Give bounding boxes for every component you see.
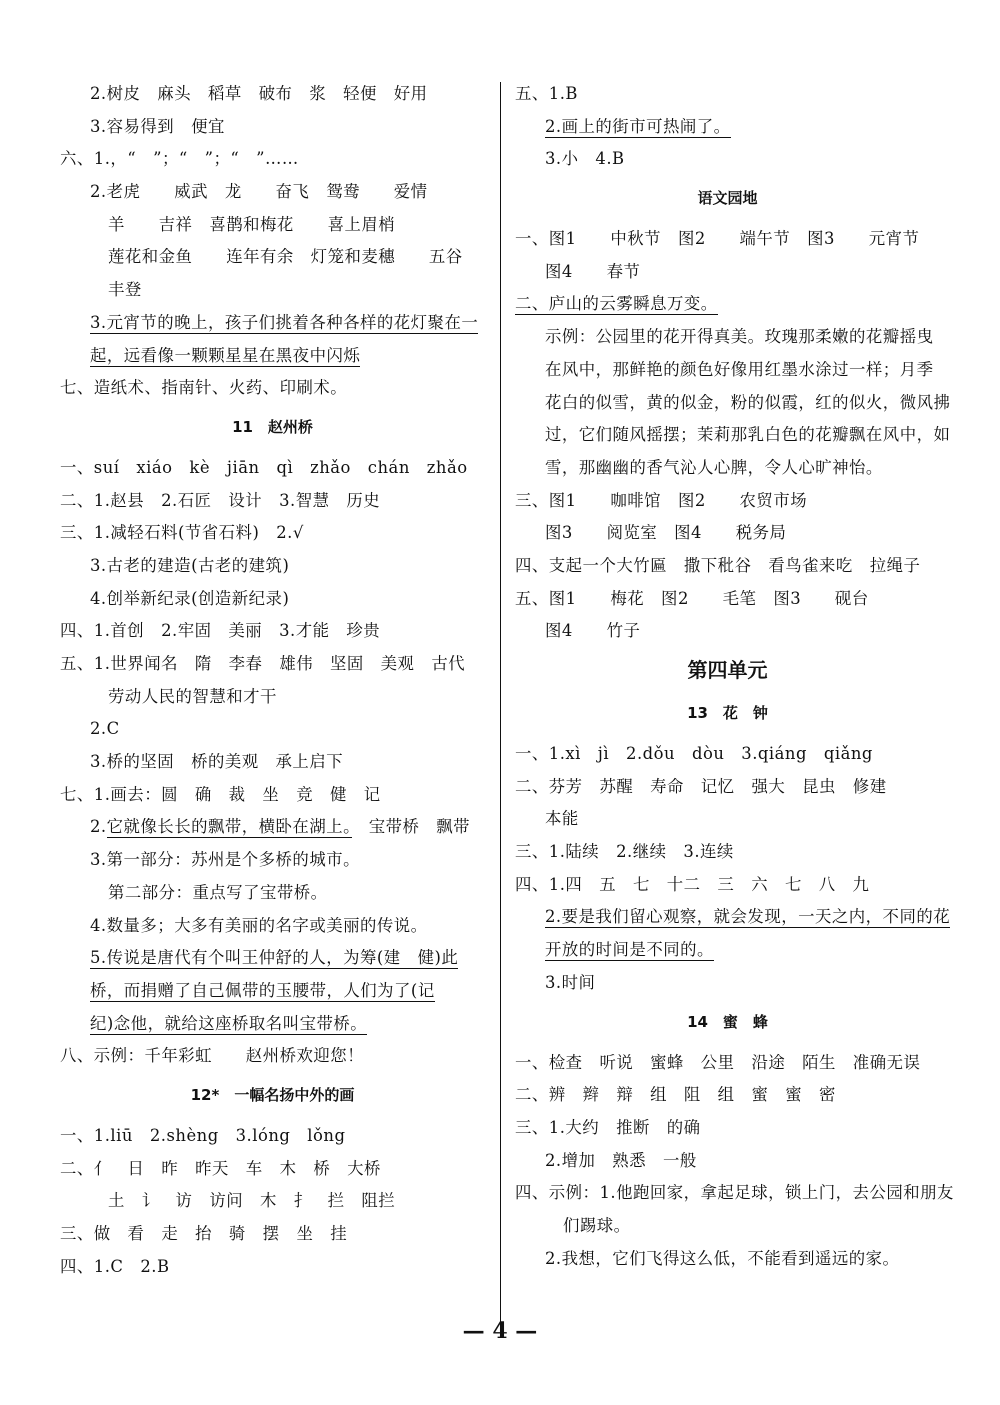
answer-line: 一、检查 听说 蜜蜂 公里 沿途 陌生 准确无误: [515, 1052, 921, 1072]
answer-line: 3.时间: [545, 972, 596, 992]
answer-line: 五、1.世界闻名 隋 李春 雄伟 坚固 美观 古代: [60, 654, 466, 673]
answer-line: 三、做 看 走 抬 骑 摆 坐 挂: [60, 1224, 348, 1243]
answer-line: 一、图1 中秋节 图2 端午节 图3 元宵节: [515, 229, 920, 249]
answer-line: 图3 阅览室 图4 税务局: [545, 523, 787, 543]
answer-line: 3.第一部分：苏州是个多桥的城市。: [90, 850, 360, 870]
left-column: [60, 78, 485, 1283]
answers-lesson-12: [60, 1120, 485, 1283]
answer-line: 本能: [545, 809, 579, 829]
answer-line: 一、suí xiáo kè jiān qì zhǎo chán zhǎo: [60, 457, 468, 477]
answer-line: 二、辨 辫 辩 组 阻 组 蜜 蜜 密: [515, 1085, 836, 1105]
answer-line: 四、1.C 2.B: [60, 1256, 170, 1276]
answer-line: 3.桥的坚固 桥的美观 承上启下: [90, 752, 344, 772]
answers-lesson-11: [60, 452, 485, 1073]
answer-line: 莲花和金鱼 连年有余 灯笼和麦穗 五谷: [108, 247, 463, 267]
answer-line: 5.传说是唐代有个叫王仲舒的人，为筹(建 健)此: [90, 948, 459, 968]
answer-line: 4.数量多；大多有美丽的名字或美丽的传说。: [90, 915, 428, 935]
answer-line: 二、亻 日 昨 昨天 车 木 桥 大桥: [60, 1158, 381, 1178]
answer-line: 六、1.，“ ”；“ ”；“ ”……: [60, 149, 299, 169]
answer-line: 3.容易得到 便宜: [90, 116, 225, 136]
answer-line: 图4 春节: [545, 261, 641, 281]
answer-line: 七、造纸术、指南针、火药、印刷术。: [60, 378, 348, 398]
answer-line: 过，它们随风摇摆；茉莉那乳白色的花瓣飘在风中，如: [545, 425, 951, 445]
answer-line: 2.C: [90, 719, 120, 739]
answer-line: 一、1.liū 2.shèng 3.lóng lǒng: [60, 1125, 346, 1145]
answer-line: 三、1.减轻石料(节省石料) 2.√: [60, 523, 304, 543]
answer-line: 们踢球。: [563, 1215, 631, 1235]
answer-line: 一、1.xì jì 2.dǒu dòu 3.qiáng qiǎng: [515, 744, 873, 763]
answer-line: 二、庐山的云雾瞬息万变。: [515, 294, 718, 314]
answer-line: 3.古老的建造(古老的建筑): [90, 555, 290, 575]
answer-line: 开放的时间是不同的。: [545, 940, 714, 960]
answer-line: 四、1.四 五 七 十二 三 六 七 八 九: [515, 874, 870, 894]
lesson-11-title: 11 赵州桥: [232, 417, 313, 436]
answers-chinese-garden: [515, 223, 951, 648]
answer-line: 2.要是我们留心观察，就会发现，一天之内，不同的花: [545, 907, 951, 927]
answer-line: 花白的似雪，黄的似金，粉的似霞，红的似火，微风拂: [545, 392, 951, 412]
answer-line: 3.元宵节的晚上，孩子们挑着各种各样的花灯聚在一: [90, 312, 479, 332]
answers-lesson-12-continued: [515, 78, 940, 176]
answer-line: 纪)念他，就给这座桥取名叫宝带桥。: [90, 1013, 368, 1033]
answers-lesson-13: [515, 738, 951, 1000]
lesson-12-title: 12* 一幅名扬中外的画: [190, 1085, 355, 1104]
answer-line: 2.我想，它们飞得这么低，不能看到遥远的家。: [545, 1248, 900, 1268]
answer-line: 2.画上的街市可热闹了。: [545, 116, 731, 136]
answer-line: 2.树皮 麻头 稻草 破布 浆 轻便 好用: [90, 84, 428, 103]
answer-line: 土 讠 访 访问 木 扌 拦 阻拦: [108, 1191, 396, 1211]
answer-line: 五、图1 梅花 图2 毛笔 图3 砚台: [515, 588, 869, 608]
answers-lesson-14: [515, 1047, 954, 1276]
answer-line: 3.小 4.B: [545, 149, 625, 169]
lesson-13-title: 13 花 钟: [687, 704, 768, 722]
answer-line: 四、示例：1.他跑回家，拿起足球，锁上门，去公园和朋友: [515, 1183, 954, 1203]
answer-line: 图4 竹子: [545, 621, 641, 641]
answer-line: 4.创举新纪录(创造新纪录): [90, 588, 290, 608]
page-number: — 4 —: [462, 1318, 538, 1344]
answer-line: 丰登: [108, 280, 142, 300]
answer-line: 二、1.赵县 2.石匠 设计 3.智慧 历史: [60, 490, 381, 510]
column-divider: [500, 82, 501, 1322]
answer-line: 桥，而捐赠了自己佩带的玉腰带，人们为了(记: [90, 980, 435, 1000]
answer-line: 示例：公园里的花开得真美。玫瑰那柔嫩的花瓣摇曳: [545, 327, 934, 347]
answer-line: 2.它就像长长的飘带，横卧在湖上。 宝带桥 飘带: [90, 817, 471, 837]
answer-line: 在风中，那鲜艳的颜色好像用红墨水涂过一样；月季: [545, 359, 934, 379]
answer-line: 七、1.画去：圆 确 裁 坐 竞 健 记: [60, 784, 381, 804]
answer-line: 四、1.首创 2.牢固 美丽 3.才能 珍贵: [60, 621, 381, 641]
answer-line: 起，远看像一颗颗星星在黑夜中闪烁: [90, 345, 361, 365]
right-column: [515, 78, 954, 1275]
answer-line: 第二部分：重点写了宝带桥。: [108, 882, 328, 902]
answer-line: 四、支起一个大竹匾 撒下秕谷 看鸟雀来吃 拉绳子: [515, 555, 921, 575]
answer-line: 2.老虎 威武 龙 奋飞 鸳鸯 爱情: [90, 182, 428, 202]
answer-line: 2.增加 熟悉 一般: [545, 1150, 697, 1170]
answer-line: 五、1.B: [515, 84, 578, 103]
lesson-14-title: 14 蜜 蜂: [687, 1012, 768, 1031]
answer-line: 三、1.大约 推断 的确: [515, 1117, 701, 1137]
answers-unit3-lesson10-continued: [60, 78, 485, 405]
unit-4-heading: 第四单元: [687, 658, 768, 682]
answer-line: 羊 吉祥 喜鹊和梅花 喜上眉梢: [108, 214, 396, 234]
answer-line: 劳动人民的智慧和才干: [108, 686, 277, 706]
answer-line: 二、芬芳 苏醒 寿命 记忆 强大 昆虫 修建: [515, 776, 887, 796]
answer-line: 三、1.陆续 2.继续 3.连续: [515, 842, 734, 862]
chinese-garden-title: 语文园地: [697, 189, 758, 208]
answer-line: 八、示例：千年彩虹 赵州桥欢迎您！: [60, 1046, 365, 1066]
answer-line: 三、图1 咖啡馆 图2 农贸市场: [515, 490, 808, 510]
answer-line: 雪，那幽幽的香气沁人心脾，令人心旷神怡。: [545, 457, 883, 477]
